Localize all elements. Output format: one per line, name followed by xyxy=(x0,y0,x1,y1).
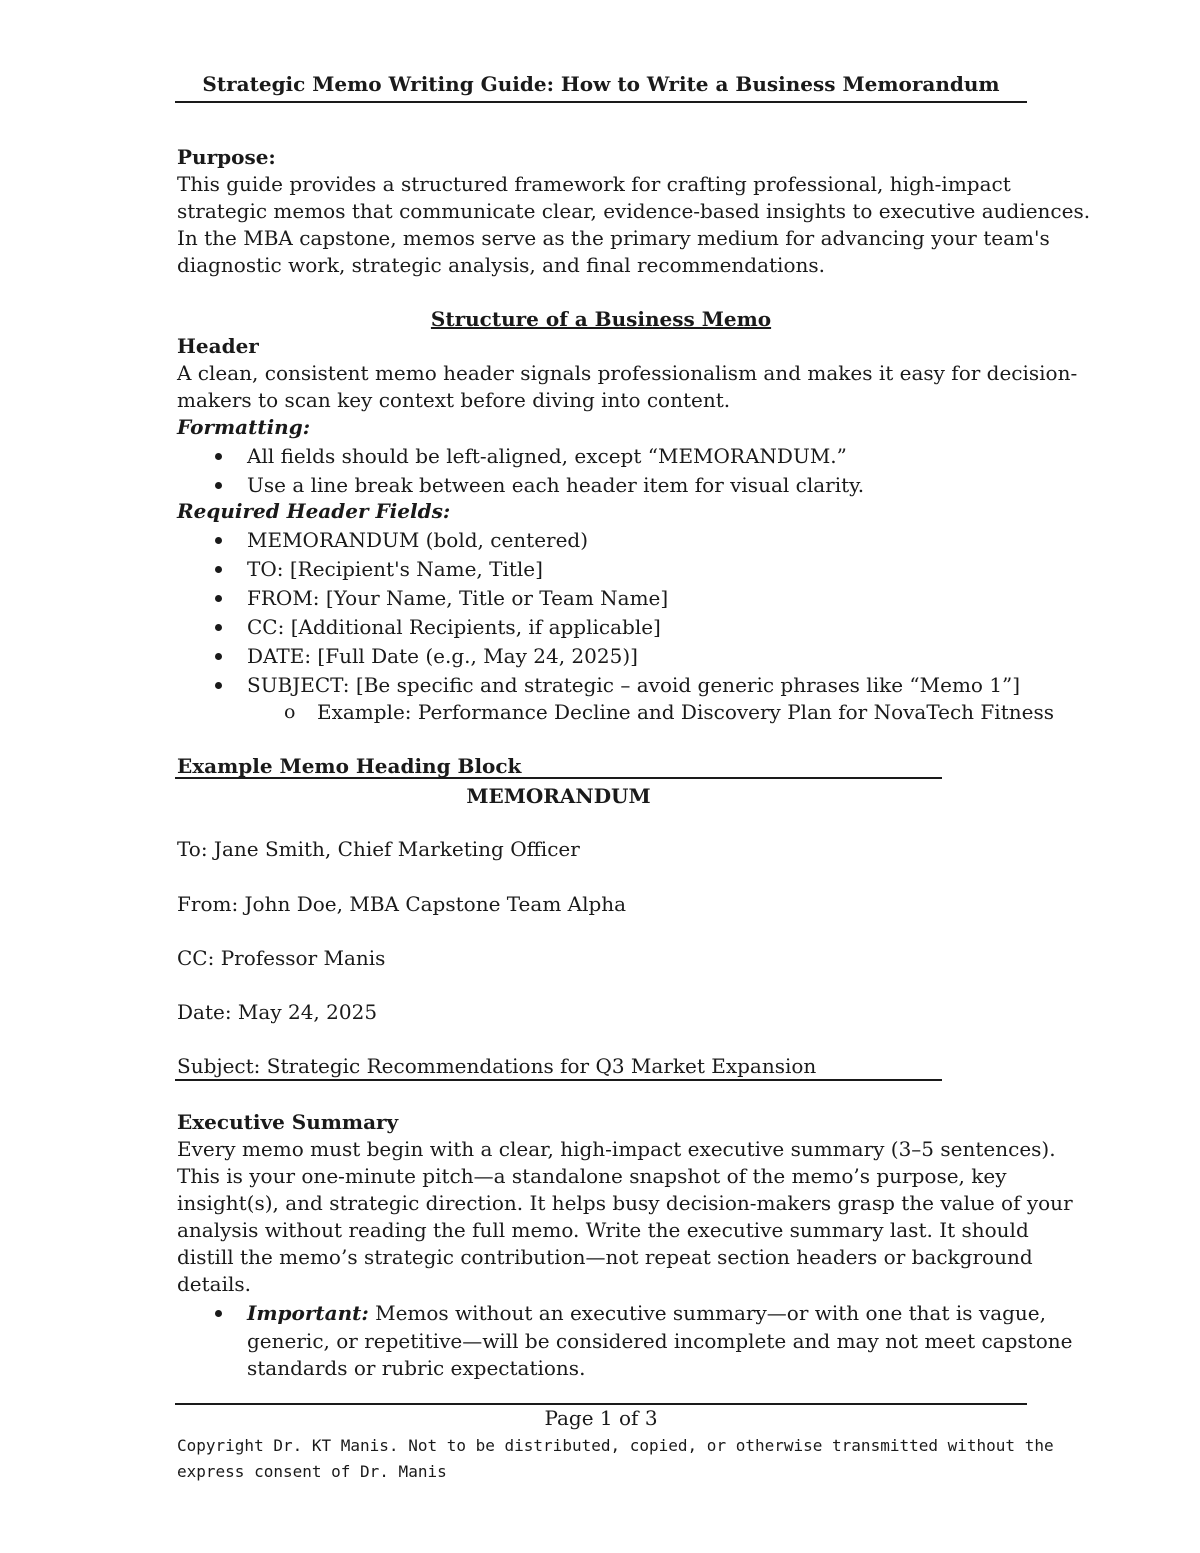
required-field-item: TO: [Recipient's Name, Title] xyxy=(247,557,543,581)
required-field-item: MEMORANDUM (bold, centered) xyxy=(247,528,589,552)
header-rule xyxy=(175,101,1027,103)
purpose-line: strategic memos that communicate clear, evidence-based insights to executive audiences. xyxy=(177,199,1091,223)
footer-rule xyxy=(175,1403,1027,1405)
required-field-item: CC: [Additional Recipients, if applicable] xyxy=(247,615,661,639)
memo-subject: Subject: Strategic Recommendations for Q3 Market Expansion xyxy=(177,1054,817,1078)
bullet-icon xyxy=(215,1310,222,1317)
formatting-label: Formatting: xyxy=(177,415,311,439)
required-field-item: DATE: [Full Date (e.g., May 24, 2025)] xyxy=(247,644,638,668)
purpose-label: Purpose: xyxy=(177,145,276,169)
memorandum-title: MEMORANDUM xyxy=(466,784,651,808)
required-field-item: SUBJECT: [Be specific and strategic – avoid generic phrases like “Memo 1”] xyxy=(247,673,1021,697)
memo-from: From: John Doe, MBA Capstone Team Alpha xyxy=(177,892,627,916)
bullet-icon xyxy=(215,482,222,489)
formatting-item: All fields should be left-aligned, except “MEMORANDUM.” xyxy=(247,444,847,468)
required-fields-label: Required Header Fields: xyxy=(177,499,451,523)
executive-summary-line: This is your one-minute pitch—a standalone snapshot of the memo’s purpose, key xyxy=(177,1164,1007,1188)
document-title: Strategic Memo Writing Guide: How to Write a Business Memorandum xyxy=(202,72,1000,96)
sub-bullet-icon: o xyxy=(284,701,296,723)
executive-summary-heading: Executive Summary xyxy=(177,1110,399,1134)
formatting-item: Use a line break between each header item for visual clarity. xyxy=(247,473,865,497)
important-note-line xyxy=(247,1300,1046,1327)
purpose-line: In the MBA capstone, memos serve as the primary medium for advancing your team's xyxy=(177,226,1050,250)
executive-summary-line: details. xyxy=(177,1272,252,1296)
important-note-line: standards or rubric expectations. xyxy=(247,1356,586,1380)
example-block-top-rule xyxy=(175,777,942,779)
required-field-item: FROM: [Your Name, Title or Team Name] xyxy=(247,586,669,610)
copyright-line: Copyright Dr. KT Manis. Not to be distributed, copied, or otherwise transmitted without the xyxy=(177,1436,1054,1455)
executive-summary-line: distill the memo’s strategic contribution—not repeat section headers or background xyxy=(177,1245,1033,1269)
bullet-icon xyxy=(215,682,222,689)
bullet-icon xyxy=(215,566,222,573)
header-description-line: A clean, consistent memo header signals professionalism and makes it easy for decision- xyxy=(177,361,1078,385)
executive-summary-line: Every memo must begin with a clear, high-impact executive summary (3–5 sentences). xyxy=(177,1137,1056,1161)
executive-summary-line: analysis without reading the full memo. Write the executive summary last. It should xyxy=(177,1218,1029,1242)
subject-example: Example: Performance Decline and Discovery Plan for NovaTech Fitness xyxy=(317,700,1054,724)
copyright-line: express consent of Dr. Manis xyxy=(177,1462,447,1481)
memo-cc: CC: Professor Manis xyxy=(177,946,386,970)
memo-date: Date: May 24, 2025 xyxy=(177,1000,378,1024)
important-text: Memos without an executive summary—or with one that is vague, xyxy=(368,1301,1046,1325)
bullet-icon xyxy=(215,595,222,602)
page-number: Page 1 of 3 xyxy=(544,1406,658,1430)
executive-summary-line: insight(s), and strategic direction. It helps busy decision-makers grasp the value of your xyxy=(177,1191,1073,1215)
memo-to: To: Jane Smith, Chief Marketing Officer xyxy=(177,837,580,861)
bullet-icon xyxy=(215,537,222,544)
structure-title: Structure of a Business Memo xyxy=(430,307,772,331)
purpose-line: This guide provides a structured framework for crafting professional, high-impact xyxy=(177,172,1011,196)
purpose-line: diagnostic work, strategic analysis, and final recommendations. xyxy=(177,253,825,277)
example-block-heading: Example Memo Heading Block xyxy=(177,754,522,778)
bullet-icon xyxy=(215,653,222,660)
bullet-icon xyxy=(215,624,222,631)
example-block-bottom-rule xyxy=(175,1079,942,1081)
important-note-line: generic, or repetitive—will be considered incomplete and may not meet capstone xyxy=(247,1329,1073,1353)
important-label: Important: xyxy=(247,1301,369,1325)
bullet-icon xyxy=(215,453,222,460)
header-description-line: makers to scan key context before diving into content. xyxy=(177,388,731,412)
header-heading: Header xyxy=(177,334,259,358)
